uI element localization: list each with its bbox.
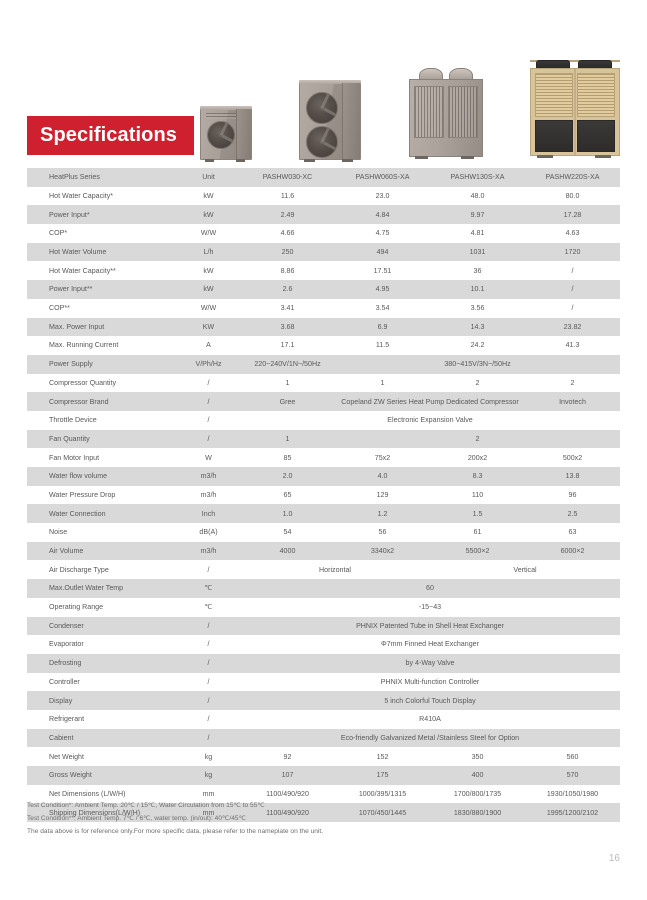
product-image-strip [200,56,620,160]
row-label: Hot Water Volume [27,243,177,262]
row-label: Max. Power Input [27,318,177,337]
row-unit: kW [177,187,240,206]
product-image-pashw060s-xa [299,82,361,160]
row-value: 4.63 [525,224,620,243]
louver-vent [206,113,236,119]
row-value: 56 [335,523,430,542]
row-value: 1.2 [335,504,430,523]
fan-icon [306,126,338,158]
footnote: The data above is for reference only.For more specific data, please refer to the nameplate on the unit. [27,827,324,835]
table-row [27,224,620,243]
table-row [27,374,620,393]
row-unit: m3/h [177,467,240,486]
row-label: Fan Quantity [27,430,177,449]
row-unit: / [177,654,240,673]
row-value: 129 [335,486,430,505]
row-unit: kW [177,280,240,299]
row-value: 13.8 [525,467,620,486]
row-label: Max. Running Current [27,336,177,355]
row-value-merged: Gree [240,392,335,411]
row-label: Operating Range [27,598,177,617]
table-row [27,187,620,206]
table-row [27,280,620,299]
row-unit: W/W [177,224,240,243]
row-value: 11.5 [335,336,430,355]
row-unit: / [177,710,240,729]
row-value: 1100/490/920 [240,785,335,804]
row-label: Shipping Dimensions(L/W/H) [27,803,177,822]
row-label: Net Weight [27,747,177,766]
table-row [27,504,620,523]
row-label: Cabient [27,729,177,748]
table-row [27,729,620,748]
row-unit: / [177,691,240,710]
table-row [27,243,620,262]
finned-coil [577,73,615,117]
row-value-merged: Invotech [525,392,620,411]
row-value: 1 [335,374,430,393]
row-value: 1070/450/1445 [335,803,430,822]
table-row [27,411,620,430]
row-label: Power Supply [27,355,177,374]
row-unit: mm [177,785,240,804]
row-value: / [525,280,620,299]
row-value: 3.54 [335,299,430,318]
row-label: Hot Water Capacity* [27,187,177,206]
row-value: 92 [240,747,335,766]
row-value: 2 [430,374,525,393]
row-value: 80.0 [525,187,620,206]
table-header-cell: PASHW030-XC [240,168,335,187]
row-value: 96 [525,486,620,505]
cabinet-foot [205,159,214,162]
row-value: 54 [240,523,335,542]
fan-icon [207,121,235,149]
row-unit: / [177,392,240,411]
row-label: Throttle Device [27,411,177,430]
row-value: 4.84 [335,205,430,224]
row-value: 1.5 [430,504,525,523]
row-unit: kg [177,766,240,785]
specifications-banner [27,116,194,155]
row-unit: / [177,560,240,579]
table-row [27,392,620,411]
row-value: 14.3 [430,318,525,337]
table-row [27,691,620,710]
row-value: 23.0 [335,187,430,206]
row-value: 1700/800/1735 [430,785,525,804]
table-row [27,710,620,729]
cabinet-foot [415,156,428,159]
row-value-merged: R410A [240,710,620,729]
table-row [27,747,620,766]
row-unit: ℃ [177,579,240,598]
table-row [27,336,620,355]
row-value: 400 [430,766,525,785]
row-label: Water Connection [27,504,177,523]
footnote: Test Condition**: Ambient Temp. 7℃ / 6℃, water temp. (in/out): 40℃/45℃ [27,814,246,822]
row-label: Max.Outlet Water Temp [27,579,177,598]
row-value-merged: Electronic Expansion Valve [240,411,620,430]
row-unit: kg [177,747,240,766]
row-value-merged: 380~415V/3N~/50Hz [335,355,620,374]
row-value: 4.66 [240,224,335,243]
row-value: 1830/880/1900 [430,803,525,822]
row-value: 17.1 [240,336,335,355]
row-value: 3.68 [240,318,335,337]
row-label: Fan Motor Input [27,448,177,467]
row-value-merged: PHNIX Multi-function Controller [240,673,620,692]
row-unit: / [177,430,240,449]
row-value: 6.9 [335,318,430,337]
row-unit: KW [177,318,240,337]
row-unit: V/Ph/Hz [177,355,240,374]
row-value: 200x2 [430,448,525,467]
row-value: 1995/1200/2102 [525,803,620,822]
product-image-pashw030-xc [200,108,252,160]
cabinet-foot [342,159,353,162]
table-row [27,299,620,318]
table-row [27,579,620,598]
row-unit: ℃ [177,598,240,617]
cabinet-foot [304,159,315,162]
table-header-cell: Unit [177,168,240,187]
table-header-cell: PASHW220S-XA [525,168,620,187]
row-value: 494 [335,243,430,262]
row-unit: L/h [177,243,240,262]
table-row [27,766,620,785]
row-value: 1000/395/1315 [335,785,430,804]
table-row [27,673,620,692]
row-unit: / [177,411,240,430]
row-value-merged: 5 inch Colorful Touch Display [240,691,620,710]
row-value: 75x2 [335,448,430,467]
row-value: 2.6 [240,280,335,299]
table-row [27,635,620,654]
row-value: 1 [240,374,335,393]
compressor-compartment [577,120,615,152]
specifications-table [27,168,620,822]
row-label: Evaporator [27,635,177,654]
row-value: 2.49 [240,205,335,224]
cabinet-foot [461,156,474,159]
row-value: 48.0 [430,187,525,206]
row-label: COP* [27,224,177,243]
row-label: COP** [27,299,177,318]
row-label: Condenser [27,617,177,636]
table-row [27,261,620,280]
row-value: 500x2 [525,448,620,467]
row-value: 23.82 [525,318,620,337]
row-value-merged: Eco-friendly Galvanized Metal /Stainless Steel for Option [240,729,620,748]
table-row [27,448,620,467]
row-value: 24.2 [430,336,525,355]
row-value: 2 [525,374,620,393]
table-row [27,318,620,337]
row-value: 3340x2 [335,542,430,561]
row-value: 4.0 [335,467,430,486]
row-value-merged: Copeland ZW Series Heat Pump Dedicated Compressor [335,392,525,411]
row-value: 250 [240,243,335,262]
footnote: Test Condition*: Ambient Temp. 20℃ / 15℃, Water Circulation from 15℃ to 55℃ [27,802,265,809]
row-value: 3.41 [240,299,335,318]
product-image-pashw220s-xa [530,60,620,160]
cabinet-side-panel [342,83,360,159]
row-label: Hot Water Capacity** [27,261,177,280]
table-row [27,654,620,673]
row-label: Noise [27,523,177,542]
row-value-merged: Vertical [430,560,620,579]
row-value: 3.56 [430,299,525,318]
table-row [27,486,620,505]
row-value: 2.5 [525,504,620,523]
row-value: 152 [335,747,430,766]
row-unit: / [177,673,240,692]
row-value: 9.97 [430,205,525,224]
row-unit: dB(A) [177,523,240,542]
row-value: 560 [525,747,620,766]
table-row [27,560,620,579]
row-value: 1031 [430,243,525,262]
row-value: 4000 [240,542,335,561]
row-label: Water flow volume [27,467,177,486]
row-unit: / [177,374,240,393]
row-value-merged: Φ7mm Finned Heat Exchanger [240,635,620,654]
table-row [27,523,620,542]
row-value-merged: Horizontal [240,560,430,579]
page-number: 16 [608,853,620,864]
row-label: Power Input** [27,280,177,299]
row-unit: / [177,729,240,748]
row-value: 61 [430,523,525,542]
table-body [27,168,620,822]
row-value-merged: 220~240V/1N~/50Hz [240,355,335,374]
row-value: 4.81 [430,224,525,243]
row-value: 17.51 [335,261,430,280]
row-value: / [525,299,620,318]
row-label: Air Discharge Type [27,560,177,579]
grille-vent [448,86,478,138]
row-label: Compressor Brand [27,392,177,411]
row-unit: A [177,336,240,355]
row-value: 41.3 [525,336,620,355]
table-row [27,205,620,224]
fan-icon [306,92,338,124]
table-header-cell: HeatPlus Series [27,168,177,187]
row-label: Defrosting [27,654,177,673]
row-value: 1100/490/920 [240,803,335,822]
row-unit: Inch [177,504,240,523]
cabinet-foot [537,155,553,158]
table-header-cell: PASHW060S-XA [335,168,430,187]
row-unit: m3/h [177,486,240,505]
compressor-compartment [535,120,573,152]
row-value: 110 [430,486,525,505]
row-value: 65 [240,486,335,505]
row-value-merged: PHNIX Patented Tube in Shell Heat Exchanger [240,617,620,636]
table-row [27,430,620,449]
page-title: Specifications [40,124,177,146]
row-value: 4.75 [335,224,430,243]
table-row [27,617,620,636]
row-value: 350 [430,747,525,766]
row-label: Power Input* [27,205,177,224]
table-row [27,467,620,486]
finned-coil [535,73,573,117]
row-value: 6000×2 [525,542,620,561]
row-value: 1.0 [240,504,335,523]
row-label: Display [27,691,177,710]
row-value-merged: by 4-Way Valve [240,654,620,673]
row-unit: m3/h [177,542,240,561]
row-value: 8.86 [240,261,335,280]
row-value: 85 [240,448,335,467]
row-unit: / [177,635,240,654]
grille-vent [414,86,444,138]
row-value: 1720 [525,243,620,262]
row-value: 10.1 [430,280,525,299]
row-value: 36 [430,261,525,280]
row-label: Gross Weight [27,766,177,785]
row-value: 8.3 [430,467,525,486]
row-value: 570 [525,766,620,785]
row-unit: kW [177,205,240,224]
row-value: 63 [525,523,620,542]
table-row [27,542,620,561]
row-value-merged: 1 [240,430,335,449]
row-label: Compressor Quantity [27,374,177,393]
row-value: 175 [335,766,430,785]
row-value-merged: 2 [335,430,620,449]
row-unit: W [177,448,240,467]
footnotes [27,800,587,839]
row-label: Air Volume [27,542,177,561]
table-row [27,598,620,617]
product-image-pashw130s-xa [409,68,483,160]
cabinet-foot [595,155,611,158]
row-label: Controller [27,673,177,692]
row-value-merged: -15~43 [240,598,620,617]
row-value: 17.28 [525,205,620,224]
row-value: 1930/1050/1980 [525,785,620,804]
row-label: Net Dimensions (L/W/H) [27,785,177,804]
row-unit: / [177,617,240,636]
row-value: 4.95 [335,280,430,299]
table-header-cell: PASHW130S-XA [430,168,525,187]
row-value-merged: 60 [240,579,620,598]
cabinet-foot [236,159,245,162]
row-label: Water Pressure Drop [27,486,177,505]
row-unit: W/W [177,299,240,318]
row-value: 2.0 [240,467,335,486]
row-unit: mm [177,803,240,822]
table-row [27,355,620,374]
cabinet-side-panel [236,109,251,159]
row-value: 5500×2 [430,542,525,561]
row-value: / [525,261,620,280]
row-value: 11.6 [240,187,335,206]
row-label: Refrigerant [27,710,177,729]
cabinet-divider [574,69,576,155]
row-unit: kW [177,261,240,280]
row-value: 107 [240,766,335,785]
table-header-row [27,168,620,187]
